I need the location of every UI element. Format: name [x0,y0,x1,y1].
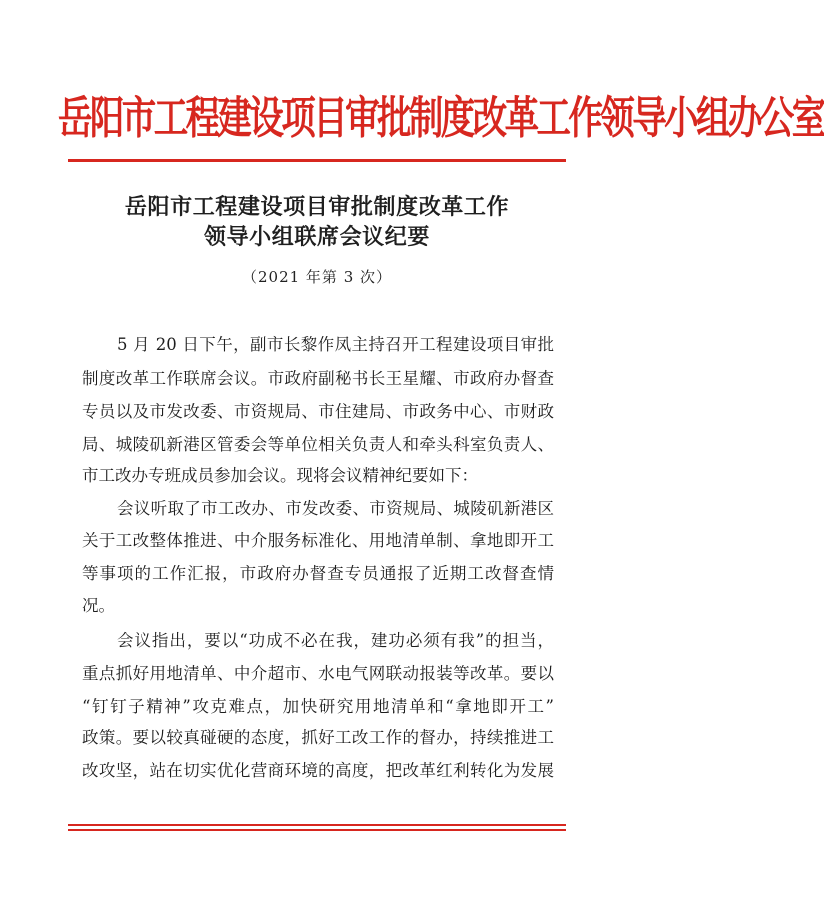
document-title-line-2: 领导小组联席会议纪要 [203,224,430,250]
paragraph-3-line-3: “钉钉子精神”攻克难点，加快研究用地清单和“拿地即开工” [82,697,554,716]
paragraph-3-line-1: 会议指出，要以“功成不必在我，建功必须有我”的担当， [117,631,554,650]
paragraph-1-line-1: 5 月 20 日下午，副市长黎作凤主持召开工程建设项目审批 [117,335,554,354]
paragraph-2-line-1: 会议听取了市工改办、市发改委、市资规局、城陵矶新港区 [117,499,554,518]
paragraph-1-line-4: 局、城陵矶新港区管委会等单位相关负责人和牵头科室负责人、 [82,435,554,454]
paragraph-1-line-2: 制度改革工作联席会议。市政府副秘书长王星耀、市政府办督查 [82,369,554,388]
footer-red-rule-top [68,824,566,826]
paragraph-3-line-2: 重点抓好用地清单、中介超市、水电气网联动报装等改革。要以 [82,664,554,683]
paragraph-2-line-3: 等事项的工作汇报，市政府办督查专员通报了近期工改督查情 [82,564,554,583]
header-red-rule [68,159,566,162]
paragraph-1-line-3: 专员以及市发改委、市资规局、市住建局、市政务中心、市财政 [82,402,554,421]
paragraph-2-line-4: 况。 [82,596,115,615]
paragraph-2-line-2: 关于工改整体推进、中介服务标准化、用地清单制、拿地即开工 [82,531,554,550]
document-title-line-1: 岳阳市工程建设项目审批制度改革工作 [124,194,510,220]
paragraph-3-line-4: 政策。要以较真碰硬的态度，抓好工改工作的督办，持续推进工 [82,728,554,747]
paragraph-3-line-5: 改攻坚，站在切实优化营商环境的高度，把改革红利转化为发展 [82,761,554,780]
footer-red-rule-bottom [68,829,566,831]
paragraph-1-line-5: 市工改办专班成员参加会议。现将会议精神纪要如下： [82,466,478,485]
session-number: （2021 年第 3 次） [241,268,393,286]
issuing-office-header: 岳阳市工程建设项目审批制度改革工作领导小组办公室 [58,93,824,145]
